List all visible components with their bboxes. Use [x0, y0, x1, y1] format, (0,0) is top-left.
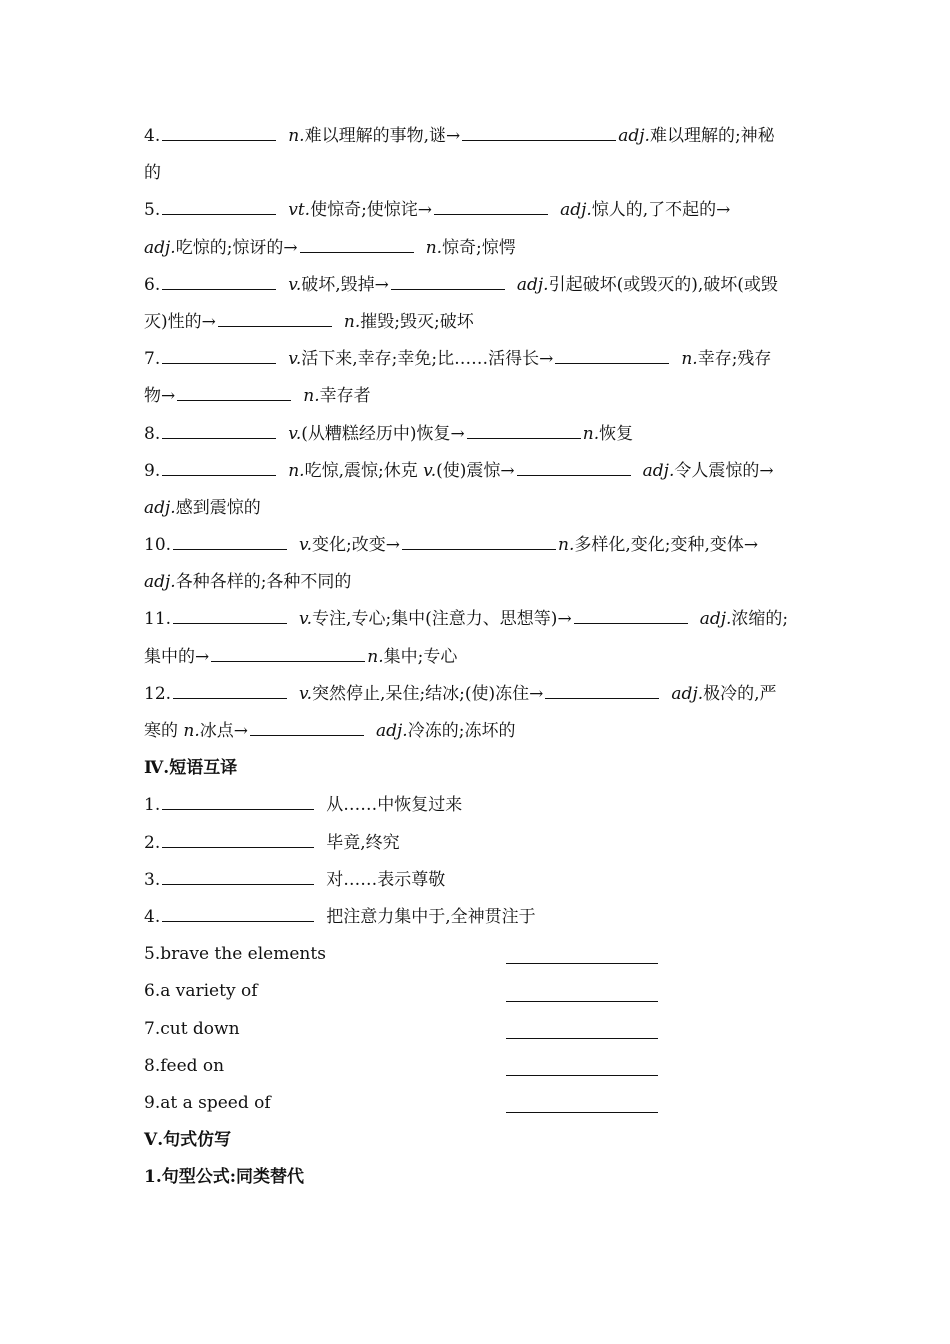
text: 灭)性的→: [144, 311, 216, 332]
part-of-speech: n.: [288, 126, 305, 146]
part-of-speech: vt.: [288, 200, 311, 221]
vocab-item-continuation: [144, 490, 809, 527]
part-of-speech: adj.: [671, 683, 704, 704]
part-of-speech: n.: [558, 535, 575, 556]
phrase-text: 7.cut down: [144, 1018, 240, 1039]
text: 难以理解的事物,谜→: [304, 126, 461, 146]
text: 变化;改变→: [312, 535, 401, 556]
vocab-item-continuation: [144, 155, 809, 192]
vocab-item-4: [144, 118, 809, 155]
vocab-item-7: [144, 341, 809, 378]
phrase-item-en: [144, 973, 809, 1010]
answer-blank[interactable]: [506, 1112, 658, 1113]
part-of-speech: v.: [299, 535, 313, 556]
text: 感到震惊的: [175, 497, 261, 518]
phrase-item-cn: [144, 899, 809, 936]
text: 吃惊的;惊讶的→: [175, 237, 298, 258]
text: 引起破坏(或毁灭的),破坏(或毁: [548, 274, 778, 295]
phrase-item-en: [144, 1011, 809, 1048]
text: 使惊奇;使惊诧→: [310, 200, 433, 221]
answer-blank[interactable]: [162, 920, 314, 922]
answer-blank[interactable]: [162, 846, 314, 848]
part-of-speech: n.: [343, 311, 361, 332]
vocab-item-continuation: [144, 639, 809, 676]
text: 恢复: [599, 423, 634, 444]
answer-blank[interactable]: [574, 622, 688, 624]
text: 幸存者: [319, 386, 371, 407]
section-5-subtitle: 1.句型公式:同类替代: [144, 1167, 305, 1188]
text: 专注,专心;集中(注意力、思想等)→: [312, 609, 572, 630]
part-of-speech: n.: [582, 423, 600, 444]
part-of-speech: v.: [423, 460, 437, 481]
item-number: 3.: [144, 869, 161, 890]
vocab-item-continuation: [144, 230, 809, 267]
text: 集中;专心: [383, 646, 458, 667]
text: 各种各样的;各种不同的: [175, 572, 352, 593]
answer-blank[interactable]: [506, 1001, 658, 1002]
answer-blank[interactable]: [162, 139, 276, 141]
section-4-title: Ⅳ.短语互译: [144, 758, 238, 779]
part-of-speech: v.: [299, 683, 313, 704]
part-of-speech: adj.: [144, 497, 176, 518]
answer-blank[interactable]: [467, 437, 581, 439]
answer-blank[interactable]: [177, 399, 291, 401]
item-number: 7.: [144, 349, 161, 370]
item-number: 5.: [144, 200, 161, 221]
answer-blank[interactable]: [555, 362, 669, 364]
phrase-item-en: [144, 1048, 809, 1085]
answer-blank[interactable]: [517, 474, 631, 476]
vocab-item-continuation: [144, 378, 809, 415]
item-number: 10.: [144, 535, 172, 556]
text: 集中的→: [144, 646, 210, 667]
vocab-item-continuation: [144, 304, 809, 341]
phrase-item-en: [144, 1085, 809, 1122]
vocab-item-8: [144, 416, 809, 453]
item-number: 1.: [144, 795, 161, 816]
text: 幸存;残存: [697, 349, 772, 370]
phrase-text: 从……中恢复过来: [326, 795, 463, 816]
answer-blank[interactable]: [462, 139, 616, 141]
answer-blank[interactable]: [173, 622, 287, 624]
part-of-speech: v.: [288, 423, 302, 444]
text: 冷冻的;冻坏的: [407, 721, 516, 741]
answer-blank[interactable]: [173, 548, 287, 550]
item-number: 8.: [144, 423, 161, 444]
part-of-speech: adj.: [642, 460, 675, 481]
part-of-speech: adj.: [618, 126, 650, 146]
phrase-text: 毕竟,终究: [326, 832, 400, 853]
worksheet-page: [144, 118, 809, 1196]
phrase-text: 9.at a speed of: [144, 1092, 271, 1113]
answer-blank[interactable]: [300, 251, 414, 253]
phrase-item-cn: [144, 787, 809, 824]
vocab-item-continuation: [144, 713, 809, 750]
text: 的: [144, 163, 161, 184]
phrase-text: 8.feed on: [144, 1055, 225, 1076]
text: 摧毁;毁灭;破坏: [360, 311, 474, 332]
phrase-item-en: [144, 936, 809, 973]
item-number: 6.: [144, 274, 161, 295]
section-5-title: Ⅴ.句式仿写: [144, 1130, 232, 1151]
item-number: 9.: [144, 460, 161, 481]
text: 物→: [144, 386, 176, 407]
vocab-item-continuation: [144, 564, 809, 601]
answer-blank[interactable]: [162, 474, 276, 476]
text: 惊人的,了不起的→: [591, 200, 731, 221]
part-of-speech: n.: [183, 721, 200, 741]
item-number: 2.: [144, 832, 161, 853]
text: 极冷的,严: [703, 683, 777, 704]
answer-blank[interactable]: [218, 325, 332, 327]
text: (使)震惊→: [436, 460, 515, 481]
text: 活下来,幸存;幸免;比……活得长→: [301, 349, 554, 370]
part-of-speech: v.: [288, 349, 302, 370]
answer-blank[interactable]: [434, 213, 548, 215]
answer-blank[interactable]: [162, 883, 314, 885]
text: 吃惊,震惊;休克: [304, 460, 424, 481]
answer-blank[interactable]: [506, 1075, 658, 1076]
vocab-item-5: [144, 192, 809, 229]
answer-blank[interactable]: [402, 548, 556, 550]
vocab-item-12: [144, 676, 809, 713]
item-number: 12.: [144, 683, 172, 704]
answer-blank[interactable]: [162, 288, 276, 290]
answer-blank[interactable]: [162, 213, 276, 215]
part-of-speech: n.: [367, 646, 384, 667]
answer-blank[interactable]: [506, 963, 658, 964]
phrase-item-cn: [144, 862, 809, 899]
part-of-speech: adj.: [699, 609, 732, 630]
item-number: 11.: [144, 609, 172, 630]
vocab-item-6: [144, 267, 809, 304]
phrase-text: 把注意力集中于,全神贯注于: [326, 906, 536, 927]
part-of-speech: adj.: [144, 572, 176, 593]
item-number: 4.: [144, 906, 161, 927]
answer-blank[interactable]: [173, 697, 287, 699]
text: 冰点→: [199, 721, 249, 741]
answer-blank[interactable]: [250, 734, 364, 736]
part-of-speech: adj.: [516, 274, 549, 295]
answer-blank[interactable]: [162, 362, 276, 364]
phrase-item-cn: [144, 825, 809, 862]
part-of-speech: n.: [303, 386, 320, 407]
text: 多样化,变化;变种,变体→: [574, 535, 759, 556]
part-of-speech: adj.: [376, 721, 408, 741]
answer-blank[interactable]: [162, 437, 276, 439]
text: 破坏,毁掉→: [301, 274, 389, 295]
text: 令人震惊的→: [674, 460, 774, 481]
part-of-speech: n.: [681, 349, 698, 370]
text: 难以理解的;神秘: [649, 126, 775, 146]
answer-blank[interactable]: [162, 808, 314, 810]
text: 寒的: [144, 721, 184, 741]
answer-blank[interactable]: [391, 288, 505, 290]
part-of-speech: adj.: [144, 237, 176, 258]
text: 浓缩的;: [731, 609, 789, 630]
part-of-speech: n.: [288, 460, 305, 481]
phrase-text: 6.a variety of: [144, 981, 258, 1002]
text: 突然停止,呆住;结冰;(使)冻住→: [312, 683, 544, 704]
vocab-item-11: [144, 601, 809, 638]
phrase-text: 5.brave the elements: [144, 944, 326, 965]
part-of-speech: v.: [288, 274, 302, 295]
vocab-item-9: [144, 453, 809, 490]
part-of-speech: adj.: [560, 200, 592, 221]
item-number: 4.: [144, 126, 161, 146]
answer-blank[interactable]: [545, 697, 659, 699]
vocab-item-10: [144, 527, 809, 564]
text: 惊奇;惊愕: [442, 237, 516, 258]
part-of-speech: n.: [425, 237, 443, 258]
answer-blank[interactable]: [211, 660, 365, 662]
answer-blank[interactable]: [506, 1038, 658, 1039]
part-of-speech: v.: [299, 609, 313, 630]
text: (从糟糕经历中)恢复→: [301, 423, 465, 444]
phrase-text: 对……表示尊敬: [326, 869, 446, 890]
